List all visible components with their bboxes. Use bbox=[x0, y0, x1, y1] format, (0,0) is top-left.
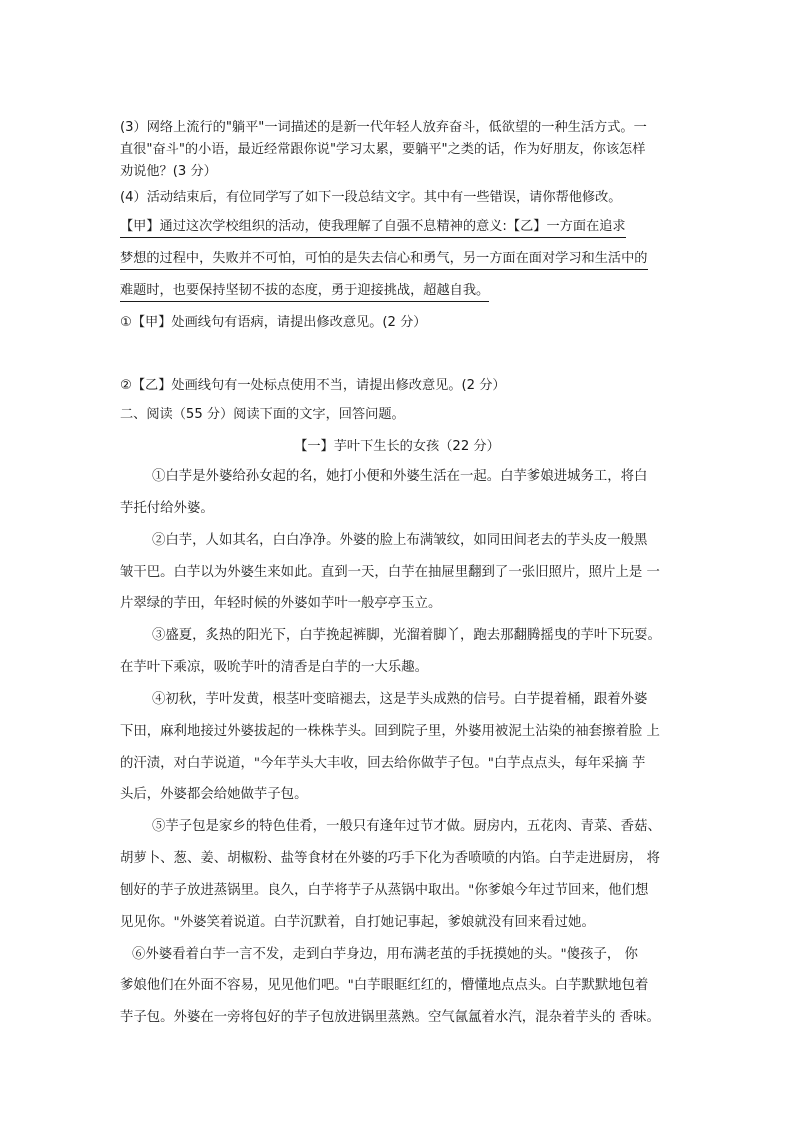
story-line: ④初秋，芋叶发黄，根茎叶变暗褪去，这是芋头成熟的信号。白芋提着桶，跟着外婆 bbox=[152, 692, 648, 707]
story-line: 在芋叶下乘凉，吸吮芋叶的清香是白芋的一大乐趣。 bbox=[120, 660, 428, 675]
q3-line-2: 直很"奋斗"的小语，最近经常跟你说"学习太累，要躺平"之类的话，作为好朋友，你该怎样 bbox=[120, 142, 646, 157]
story-line: 芋托付给外婆。 bbox=[120, 501, 214, 516]
story-line: 爹娘他们在外面不容易，见见他们吧。"白芋眼眶红红的，懵懂地点点头。白芋默默地包着 bbox=[120, 978, 649, 993]
story-line: 下田，麻利地接过外婆拔起的一株株芋头。回到院子里，外婆用被泥土沾染的袖套擦着脸 上 bbox=[120, 724, 660, 739]
story-line: 见见你。"外婆笑着说道。白芋沉默着，自打她记事起，爹娘就没有回来看过她。 bbox=[120, 915, 595, 930]
story-line: ③盛夏，炙热的阳光下，白芋挽起裤脚，光溜着脚丫，跑去那翻腾摇曳的芋叶下玩耍。 bbox=[152, 628, 661, 643]
story-line: 皱干巴。白芋以为外婆生来如此。直到一天，白芋在抽屉里翻到了一张旧照片，照片上是 一 bbox=[120, 565, 660, 580]
story-line: ①白芋是外婆给孙女起的名，她打小便和外婆生活在一起。白芋爹娘进城务工，将白 bbox=[152, 469, 648, 484]
q4-passage-line-3: 难题时，也要保持坚韧不拔的态度，勇于迎接挑战，超越自我。 bbox=[120, 282, 489, 302]
story-line: 片翠绿的芋田，年轻时候的外婆如芋叶一般亭亭玉立。 bbox=[120, 596, 442, 611]
story-title: 【一】芋叶下生长的女孩（22 分） bbox=[294, 439, 500, 454]
story-line: 头后，外婆都会给她做芋子包。 bbox=[120, 787, 308, 802]
q4-sub-question-1: ①【甲】处画线句有语病，请提出修改意见。(2 分） bbox=[120, 315, 427, 330]
story-line: ⑤芋子包是家乡的特色佳肴，一般只有逢年过节才做。厨房内，五花肉、青菜、香菇、 bbox=[152, 819, 661, 834]
story-line: 芋子包。外婆在一旁将包好的芋子包放进锅里蒸熟。空气氤氲着水汽，混杂着芋头的 香味。 bbox=[120, 1010, 660, 1025]
section-2-heading: 二、阅读（55 分）阅读下面的文字，回答问题。 bbox=[120, 407, 405, 422]
q3-line-1: (3）网络上流行的"躺平"一词描述的是新一代年轻人放弃奋斗，低欲望的一种生活方式。一 bbox=[120, 120, 647, 135]
q3-line-3: 劝说他？(3 分） bbox=[120, 164, 217, 179]
story-line: 胡萝卜、葱、姜、胡椒粉、盐等食材在外婆的巧手下化为香喷喷的内馅。白芋走进厨房， 将 bbox=[120, 851, 660, 866]
story-line: 的汗渍，对白芋说道，"今年芋头大丰收，回去给你做芋子包。"白芋点点头，每年采摘 芋 bbox=[120, 756, 646, 771]
q4-intro: (4）活动结束后，有位同学写了如下一段总结文字。其中有一些错误，请你帮他修改。 bbox=[120, 190, 622, 205]
story-line: ②白芋，人如其名，白白净净。外婆的脸上布满皱纹，如同田间老去的芋头皮一般黑 bbox=[152, 533, 648, 548]
q4-passage-line-1: 【甲】通过这次学校组织的活动，使我理解了自强不息精神的意义:【乙】一方面在追求 bbox=[120, 218, 626, 238]
story-line: ⑥外婆看着白芋一言不发，走到白芋身边，用布满老茧的手抚摸她的头。"傻孩子， 你 bbox=[132, 947, 638, 962]
story-line: 刨好的芋子放进蒸锅里。良久，白芋将芋子从蒸锅中取出。"你爹娘今年过节回来，他们想 bbox=[120, 883, 649, 898]
q4-passage-line-2: 梦想的过程中，失败并不可怕，可怕的是失去信心和勇气，另一方面在面对学习和生活中的 bbox=[120, 250, 648, 270]
q4-sub-question-2: ②【乙】处画线句有一处标点使用不当，请提出修改意见。(2 分） bbox=[120, 378, 506, 393]
